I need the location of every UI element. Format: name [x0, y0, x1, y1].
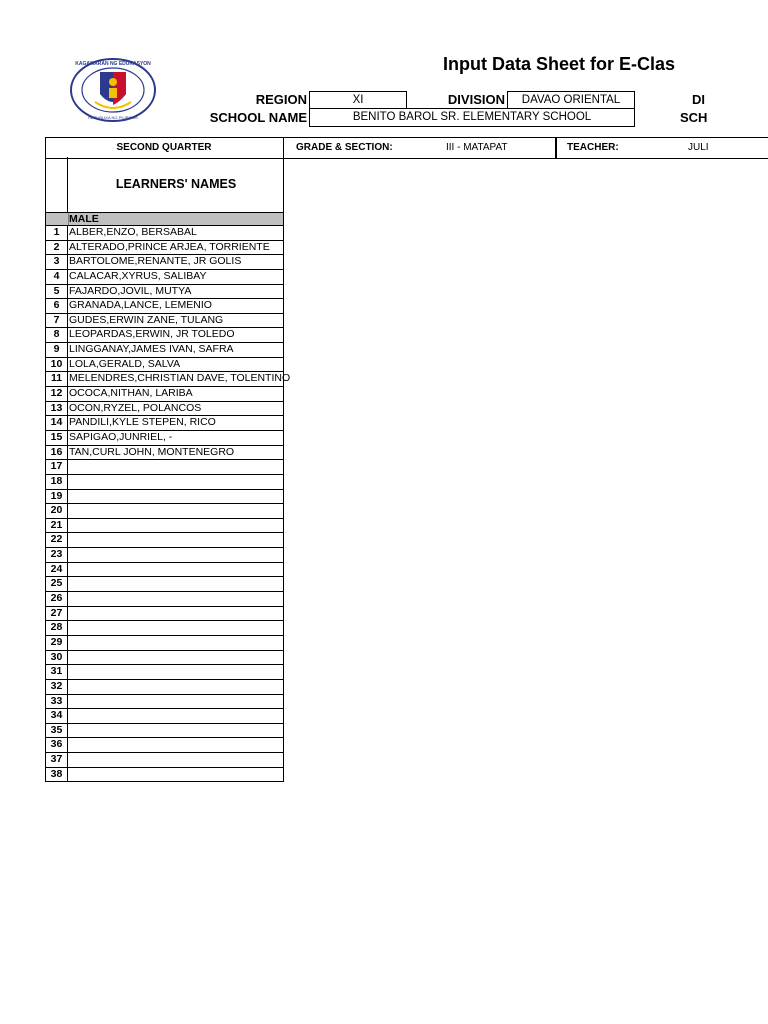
table-row	[45, 328, 284, 343]
row-number: 33	[46, 695, 68, 709]
info-row	[45, 137, 768, 159]
row-number: 24	[46, 563, 68, 577]
learner-name-cell[interactable]: LOLA,GERALD, SALVA	[69, 357, 181, 370]
table-row	[45, 577, 284, 592]
page-title: Input Data Sheet for E-Clas	[443, 54, 676, 74]
table-row	[45, 241, 284, 256]
table-row	[45, 446, 284, 461]
region-label: REGION	[255, 92, 307, 107]
grade-section-label: GRADE & SECTION:	[296, 142, 393, 153]
teacher-value[interactable]: JULI	[688, 142, 709, 153]
division-value[interactable]: DAVAO ORIENTAL	[507, 91, 635, 109]
learners-table	[45, 226, 291, 782]
row-number: 27	[46, 607, 68, 621]
table-row	[45, 680, 284, 695]
learner-name-cell[interactable]: TAN,CURL JOHN, MONTENEGRO	[69, 445, 235, 458]
row-number: 29	[46, 636, 68, 650]
teacher-label: TEACHER:	[567, 142, 619, 153]
region-value[interactable]: XI	[309, 91, 407, 109]
table-row	[45, 226, 284, 241]
table-row	[45, 724, 284, 739]
row-number: 2	[46, 241, 68, 255]
row-number: 26	[46, 592, 68, 606]
row-number: 18	[46, 475, 68, 489]
deped-seal-logo	[70, 58, 156, 122]
row-number: 21	[46, 519, 68, 533]
row-number: 9	[46, 343, 68, 357]
learner-name-cell[interactable]: FAJARDO,JOVIL, MUTYA	[69, 284, 192, 297]
row-number: 8	[46, 328, 68, 342]
table-row	[45, 709, 284, 724]
table-row	[45, 475, 284, 490]
table-row	[45, 519, 284, 534]
learner-name-cell[interactable]: MELENDRES,CHRISTIAN DAVE, TOLENTINO	[69, 372, 291, 385]
row-number: 5	[46, 285, 68, 299]
table-row	[45, 665, 284, 680]
row-number: 30	[46, 651, 68, 665]
table-row	[45, 343, 284, 358]
learners-names-header	[45, 157, 284, 213]
row-number: 13	[46, 402, 68, 416]
row-number: 35	[46, 724, 68, 738]
learner-name-cell[interactable]: ALTERADO,PRINCE ARJEA, TORRIENTE	[69, 240, 270, 253]
group-number-cell	[46, 213, 69, 225]
learner-name-cell[interactable]: SAPIGAO,JUNRIEL, -	[69, 430, 173, 443]
svg-text:KAGAWARAN NG EDUKASYON: KAGAWARAN NG EDUKASYON	[75, 61, 151, 67]
table-row	[45, 695, 284, 710]
learner-name-cell[interactable]: CALACAR,XYRUS, SALIBAY	[69, 269, 207, 282]
row-number: 16	[46, 446, 68, 460]
table-row	[45, 636, 284, 651]
row-number: 36	[46, 738, 68, 752]
learner-name-cell[interactable]: GRANADA,LANCE, LEMENIO	[69, 299, 212, 312]
row-number: 3	[46, 255, 68, 269]
table-row	[45, 548, 284, 563]
row-number: 20	[46, 504, 68, 518]
row-number: 4	[46, 270, 68, 284]
table-row	[45, 563, 284, 578]
table-row	[45, 372, 291, 387]
table-row	[45, 753, 284, 768]
school-name-value[interactable]: BENITO BAROL SR. ELEMENTARY SCHOOL	[309, 108, 635, 127]
row-number: 23	[46, 548, 68, 562]
row-number: 17	[46, 460, 68, 474]
row-number: 10	[46, 358, 68, 372]
school-name-label: SCHOOL NAME	[209, 110, 307, 125]
table-row	[45, 285, 284, 300]
table-row	[45, 402, 284, 417]
learners-names-label: LEARNERS' NAMES	[115, 177, 237, 191]
table-row	[45, 270, 284, 285]
learner-name-cell[interactable]: LEOPARDAS,ERWIN, JR TOLEDO	[69, 328, 235, 341]
table-row	[45, 504, 284, 519]
grade-section-value[interactable]: III - MATAPAT	[446, 142, 508, 153]
table-row	[45, 533, 284, 548]
table-row	[45, 416, 284, 431]
table-row	[45, 387, 284, 402]
table-row	[45, 592, 284, 607]
table-row	[45, 460, 284, 475]
row-number: 14	[46, 416, 68, 430]
table-row	[45, 299, 284, 314]
table-row	[45, 607, 284, 622]
row-number: 15	[46, 431, 68, 445]
row-number: 11	[46, 372, 68, 386]
district-label: DI	[692, 92, 705, 107]
row-number: 12	[46, 387, 68, 401]
row-number: 19	[46, 490, 68, 504]
row-number: 6	[46, 299, 68, 313]
row-number: 34	[46, 709, 68, 723]
row-number: 7	[46, 314, 68, 328]
learner-name-cell[interactable]: ALBER,ENZO, BERSABAL	[69, 226, 197, 238]
table-row	[45, 651, 284, 666]
number-column-header	[46, 157, 68, 213]
learner-name-cell[interactable]: OCOCA,NITHAN, LARIBA	[69, 387, 193, 400]
row-number: 22	[46, 533, 68, 547]
row-number: 1	[46, 226, 68, 240]
learner-name-cell[interactable]: LINGGANAY,JAMES IVAN, SAFRA	[69, 343, 234, 356]
table-row	[45, 621, 284, 636]
table-row	[45, 255, 284, 270]
learner-name-cell[interactable]: PANDILI,KYLE STEPEN, RICO	[69, 416, 216, 429]
table-row	[45, 768, 284, 783]
school-id-label: SCH	[680, 110, 708, 125]
division-label: DIVISION	[447, 92, 505, 107]
table-row	[45, 738, 284, 753]
svg-text:REPUBLIKA NG PILIPINAS: REPUBLIKA NG PILIPINAS	[88, 115, 138, 120]
row-number: 28	[46, 621, 68, 635]
male-group-label: MALE	[69, 213, 99, 225]
row-number: 32	[46, 680, 68, 694]
learner-name-cell[interactable]: GUDES,ERWIN ZANE, TULANG	[69, 313, 224, 326]
learner-name-cell[interactable]: OCON,RYZEL, POLANCOS	[69, 401, 202, 414]
row-number: 31	[46, 665, 68, 679]
table-row	[45, 314, 284, 329]
row-number: 37	[46, 753, 68, 767]
quarter-label: SECOND QUARTER	[116, 142, 212, 153]
male-group-row	[45, 212, 284, 226]
learner-name-cell[interactable]: BARTOLOME,RENANTE, JR GOLIS	[69, 255, 242, 268]
table-row	[45, 490, 284, 505]
table-row	[45, 431, 284, 446]
table-row	[45, 358, 284, 373]
row-number: 25	[46, 577, 68, 591]
row-number: 38	[46, 768, 68, 782]
